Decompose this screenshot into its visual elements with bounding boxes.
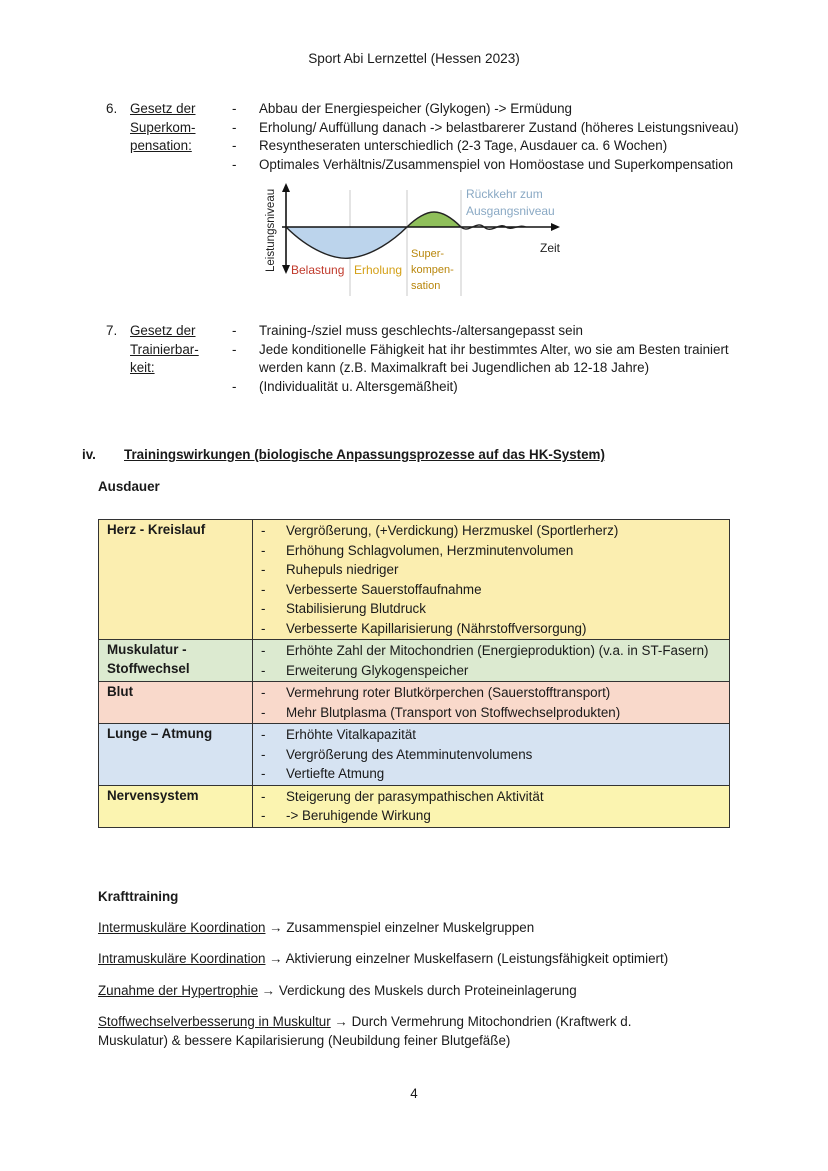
law-title <box>130 100 220 156</box>
phase-label-super: sation <box>411 280 441 292</box>
table-row <box>99 640 730 682</box>
law-title <box>130 322 220 378</box>
x-axis-arrow-icon <box>551 223 560 231</box>
law-superkompensation <box>106 100 806 174</box>
list-item: - Erhöhte Vitalkapazität <box>261 725 729 745</box>
ausdauer-table <box>98 519 730 828</box>
list-item: - Jede konditionelle Fähigkeit hat ihr bestimmtes Alter, wo sie am Besten trainiert werden kann (z.B. Maximalkraft bei Jugendlichen ab 12-18 Jahre) <box>232 341 772 378</box>
list-item: - Ruhepuls niedriger <box>261 560 729 580</box>
effects-list <box>261 641 729 680</box>
list-item: - Erholung/ Auffüllung danach -> belastbarerer Zustand (höheres Leistungsniveau) <box>232 119 772 138</box>
table-category-cell: Blut <box>99 682 253 724</box>
list-item: - Optimales Verhältnis/Zusammenspiel von Homöostase und Superkompensation <box>232 156 772 175</box>
y-axis-label: Leistungsniveau <box>265 188 277 272</box>
law-bullet-list <box>232 322 772 396</box>
phase-label-super: Super- <box>411 248 445 260</box>
table-items-cell <box>253 785 730 827</box>
list-item: - Verbesserte Kapillarisierung (Nährstoffversorgung) <box>261 619 729 639</box>
kraft-text: Durch Vermehrung Mitochondrien (Kraftwerk d. Muskulatur) & bessere Kapilarisierung (Neubildung feiner Blutgefäße) <box>98 1014 632 1048</box>
table-category-cell: Lunge – Atmung <box>99 724 253 786</box>
page-number: 4 <box>410 1086 418 1101</box>
effects-list <box>261 725 729 784</box>
krafttraining-heading: Krafttraining <box>98 889 179 904</box>
arrow-icon: → <box>269 951 283 966</box>
kraft-term: Zunahme der Hypertrophie <box>98 983 259 998</box>
arrow-icon: → <box>261 983 276 998</box>
list-item: - Vertiefte Atmung <box>261 764 729 784</box>
phase-label-belastung: Belastung <box>291 263 345 277</box>
table-row <box>99 682 730 724</box>
y-axis-up-arrow-icon <box>282 183 290 192</box>
list-item: - Verbesserte Sauerstoffaufnahme <box>261 580 729 600</box>
section-heading <box>82 446 722 466</box>
table-category-cell: Nervensystem <box>99 785 253 827</box>
law-title-line: Gesetz der <box>130 323 196 338</box>
return-label: Rückkehr zum <box>466 187 543 201</box>
list-item: - Erhöhte Zahl der Mitochondrien (Energieproduktion) (v.a. in ST-Fasern) <box>261 641 729 661</box>
list-item: - Stabilisierung Blutdruck <box>261 599 729 619</box>
kraft-entry <box>98 1013 698 1050</box>
page-header: Sport Abi Lernzettel (Hessen 2023) <box>308 51 520 66</box>
law-title-line: Superkom- <box>130 119 196 135</box>
table-row <box>99 724 730 786</box>
y-axis-down-arrow-icon <box>282 265 290 274</box>
law-title-line: Gesetz der <box>130 101 196 116</box>
kraft-entry <box>98 982 738 1001</box>
kraft-term: Stoffwechselverbesserung in Muskultur <box>98 1014 331 1029</box>
effects-list <box>261 521 729 638</box>
list-item: - Resyntheseraten unterschiedlich (2-3 Tage, Ausdauer ca. 6 Wochen) <box>232 137 772 156</box>
effects-list <box>261 787 729 826</box>
law-trainierbarkeit <box>106 322 806 398</box>
phase-label-erholung: Erholung <box>354 263 403 277</box>
law-number: 6. <box>106 101 118 116</box>
table-items-cell <box>253 640 730 682</box>
kraft-text: Zusammenspiel einzelner Muskelgruppen <box>286 920 535 935</box>
return-label: Ausgangsniveau <box>466 204 555 218</box>
ausdauer-heading: Ausdauer <box>98 479 160 494</box>
list-item: - -> Beruhigende Wirkung <box>261 806 729 826</box>
superkompensation-diagram <box>254 180 574 300</box>
effects-list <box>261 683 729 722</box>
list-item: - Training-/sziel muss geschlechts-/altersangepasst sein <box>232 322 772 341</box>
phase-label-super: kompen- <box>411 264 454 276</box>
law-title-line: Trainierbar- <box>130 341 199 357</box>
section-number: iv. <box>82 447 96 462</box>
law-title-line: pensation: <box>130 138 192 154</box>
law-number: 7. <box>106 323 118 338</box>
x-axis-label: Zeit <box>540 241 561 255</box>
list-item: - Vermehrung roter Blutkörperchen (Sauerstofftransport) <box>261 683 729 703</box>
kraft-entry <box>98 950 738 969</box>
table-items-cell <box>253 520 730 640</box>
law-bullet-list <box>232 100 772 174</box>
list-item: - Vergrößerung des Atemminutenvolumens <box>261 745 729 765</box>
arrow-icon: → <box>269 920 283 935</box>
table-row <box>99 520 730 640</box>
list-item: - Abbau der Energiespeicher (Glykogen) -> Ermüdung <box>232 100 772 119</box>
list-item: - Steigerung der parasympathischen Aktivität <box>261 787 729 807</box>
table-category-cell: Herz - Kreislauf <box>99 520 253 640</box>
list-item: - Erweiterung Glykogenspeicher <box>261 661 729 681</box>
list-item: - Erhöhung Schlagvolumen, Herzminutenvolumen <box>261 541 729 561</box>
table-items-cell <box>253 724 730 786</box>
table-category-cell: Muskulatur - Stoffwechsel <box>99 640 253 682</box>
list-item: - Vergrößerung, (+Verdickung) Herzmuskel (Sportlerherz) <box>261 521 729 541</box>
kraft-text: Aktivierung einzelner Muskelfasern (Leistungsfähigkeit optimiert) <box>285 951 669 966</box>
kraft-term: Intramuskuläre Koordination <box>98 951 266 966</box>
table-items-cell <box>253 682 730 724</box>
kraft-entry <box>98 919 738 938</box>
list-item: - Mehr Blutplasma (Transport von Stoffwechselprodukten) <box>261 703 729 723</box>
law-title-line: keit: <box>130 360 155 376</box>
section-title: Trainingswirkungen (biologische Anpassungsprozesse auf das HK-System) <box>124 447 605 462</box>
arrow-icon: → <box>334 1014 348 1029</box>
kraft-text: Verdickung des Muskels durch Proteineinlagerung <box>278 983 577 998</box>
table-row <box>99 785 730 827</box>
kraft-term: Intermuskuläre Koordination <box>98 920 266 935</box>
list-item: - (Individualität u. Altersgemäßheit) <box>232 378 772 397</box>
